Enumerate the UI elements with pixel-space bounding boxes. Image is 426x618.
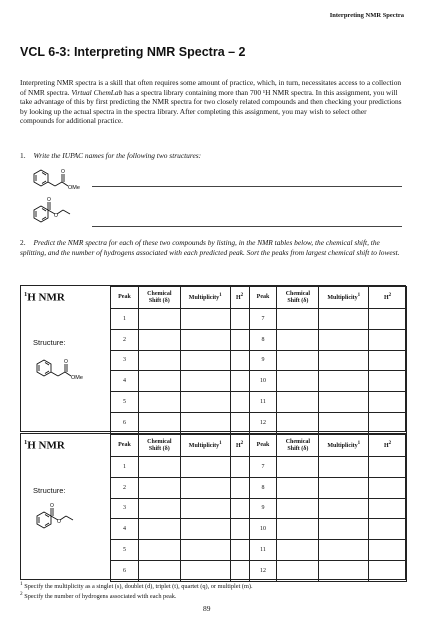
multiplicity-header: Multiplicity$^1$ — [319, 287, 369, 309]
multiplicity-cell[interactable] — [319, 477, 369, 498]
multiplicity-cell[interactable] — [319, 350, 369, 371]
h-count-cell[interactable] — [369, 498, 407, 519]
peak-number: 12 — [249, 412, 277, 433]
chemical-shift-header: Chemical Shift (δ) — [138, 287, 180, 309]
multiplicity-cell[interactable] — [180, 457, 230, 478]
h-count-cell[interactable] — [369, 309, 407, 330]
page-title: VCL 6-3: Interpreting NMR Spectra – 2 — [20, 45, 246, 59]
table-row — [111, 309, 407, 330]
h-count-cell[interactable] — [369, 560, 407, 581]
h-count-cell[interactable] — [230, 309, 249, 330]
nmr-table-1 — [110, 286, 407, 434]
shift-cell[interactable] — [277, 371, 319, 392]
multiplicity-header: Multiplicity$^1$ — [180, 287, 230, 309]
nmr-table-2 — [110, 434, 407, 582]
nmr-label: $^1$H NMR — [24, 291, 65, 304]
h-count-cell[interactable] — [369, 519, 407, 540]
chemical-shift-header: Chemical Shift (δ) — [277, 435, 319, 457]
shift-cell[interactable] — [277, 519, 319, 540]
h-count-cell[interactable] — [230, 371, 249, 392]
nmr-table-block-2 — [20, 433, 406, 580]
question-2 — [20, 238, 402, 257]
h-count-header: $H^2$ — [230, 287, 249, 309]
h-count-cell[interactable] — [369, 392, 407, 413]
shift-cell[interactable] — [138, 350, 180, 371]
h-count-cell[interactable] — [230, 477, 249, 498]
chemical-shift-header: Chemical Shift (δ) — [277, 287, 319, 309]
shift-cell[interactable] — [277, 392, 319, 413]
multiplicity-header: Multiplicity$^1$ — [319, 435, 369, 457]
peak-number: 11 — [249, 392, 277, 413]
h-count-cell[interactable] — [369, 329, 407, 350]
peak-number: 11 — [249, 540, 277, 561]
peak-number: 3 — [111, 498, 139, 519]
table-header-row — [111, 287, 407, 309]
h-count-cell[interactable] — [369, 477, 407, 498]
question-1-text: Write the IUPAC names for the following two structures: — [33, 151, 202, 160]
multiplicity-cell[interactable] — [180, 498, 230, 519]
peak-number: 4 — [111, 519, 139, 540]
shift-cell[interactable] — [138, 498, 180, 519]
intro-paragraph — [20, 78, 402, 126]
multiplicity-cell[interactable] — [180, 329, 230, 350]
h-count-cell[interactable] — [230, 350, 249, 371]
peak-number: 3 — [111, 350, 139, 371]
multiplicity-cell[interactable] — [319, 412, 369, 433]
table-row — [111, 560, 407, 581]
multiplicity-cell[interactable] — [180, 412, 230, 433]
benzyl-ester-structure — [33, 356, 97, 382]
answer-line-1[interactable] — [92, 186, 402, 187]
running-header: Interpreting NMR Spectra — [329, 12, 404, 19]
multiplicity-cell[interactable] — [319, 519, 369, 540]
peak-number: 8 — [249, 329, 277, 350]
peak-header: Peak — [111, 287, 139, 309]
table-row — [111, 350, 407, 371]
multiplicity-cell[interactable] — [319, 329, 369, 350]
h-count-header: $H^2$ — [230, 435, 249, 457]
h-count-cell[interactable] — [369, 540, 407, 561]
table-row — [111, 498, 407, 519]
peak-number: 9 — [249, 498, 277, 519]
multiplicity-cell[interactable] — [180, 540, 230, 561]
question-1-number: 1. — [20, 151, 26, 160]
shift-cell[interactable] — [138, 560, 180, 581]
peak-number: 9 — [249, 350, 277, 371]
multiplicity-cell[interactable] — [319, 371, 369, 392]
question-2-text: Predict the NMR spectra for each of these two compounds by listing, in the NMR tables below, the chemical shift, the splitting, and the number of hydrogens associated with each predicted peak. Sort the peaks from largest chemical shift to lowest. — [20, 238, 400, 257]
structure-carbonyl-oxygen: O — [47, 197, 51, 203]
h-count-cell[interactable] — [230, 457, 249, 478]
h-count-cell[interactable] — [230, 519, 249, 540]
multiplicity-header: Multiplicity$^1$ — [180, 435, 230, 457]
shift-cell[interactable] — [277, 477, 319, 498]
table-header-row — [111, 435, 407, 457]
multiplicity-cell[interactable] — [180, 371, 230, 392]
multiplicity-cell[interactable] — [319, 392, 369, 413]
peak-number: 6 — [111, 560, 139, 581]
shift-cell[interactable] — [138, 371, 180, 392]
table-row — [111, 540, 407, 561]
peak-number: 5 — [111, 392, 139, 413]
intro-software-name: Virtual ChemLab — [71, 87, 123, 97]
structure-ester-oxygen: O — [54, 213, 58, 219]
footnote-1: $^1$ Specify the multiplicity as a singlet (s), doublet (d), triplet (t), quartet (q), or multiplet (m). — [20, 581, 253, 591]
intro-text-2: has a spectra library containing more than 700 ¹H NMR spectra. In this assignment, you will take advantage of this by first predicting the NMR spectra for two closely related compounds and then checking your predictions by looking up the actual spectra in the spectra library. After completing this assignment, you may wish to select other compounds for additional practice. — [20, 87, 402, 126]
peak-number: 1 — [111, 309, 139, 330]
multiplicity-cell[interactable] — [319, 309, 369, 330]
ethyl-benzoate-structure — [33, 502, 97, 532]
peak-number: 6 — [111, 412, 139, 433]
structure-label: Structure: — [33, 486, 66, 495]
peak-header: Peak — [249, 435, 277, 457]
h-count-cell[interactable] — [369, 457, 407, 478]
multiplicity-cell[interactable] — [180, 477, 230, 498]
h-count-cell[interactable] — [230, 329, 249, 350]
h-count-cell[interactable] — [230, 392, 249, 413]
svg-text:O: O — [64, 359, 68, 365]
question-2-number: 2. — [20, 238, 26, 247]
multiplicity-cell[interactable] — [319, 457, 369, 478]
intro-text-1: Interpreting NMR spectra is a skill that often requires some amount of practice, which, in turn, necessitates access to a collection of NMR spectra. — [20, 78, 402, 97]
shift-cell[interactable] — [138, 412, 180, 433]
h-count-cell[interactable] — [369, 412, 407, 433]
nmr-label: $^1$H NMR — [24, 439, 65, 452]
shift-cell[interactable] — [277, 350, 319, 371]
ethyl-benzoate-structure — [30, 196, 94, 226]
svg-text:O: O — [57, 519, 61, 525]
h-count-header: $H^2$ — [369, 435, 407, 457]
h-count-cell[interactable] — [230, 412, 249, 433]
question-1 — [20, 151, 201, 160]
svg-text:O: O — [50, 503, 54, 509]
h-count-cell[interactable] — [230, 540, 249, 561]
h-count-header: $H^2$ — [369, 287, 407, 309]
peak-number: 2 — [111, 329, 139, 350]
multiplicity-cell[interactable] — [180, 560, 230, 581]
peak-number: 10 — [249, 371, 277, 392]
peak-header: Peak — [111, 435, 139, 457]
structure-label: Structure: — [33, 338, 66, 347]
peak-number: 2 — [111, 477, 139, 498]
peak-number: 5 — [111, 540, 139, 561]
structure-ome-label: OMe — [68, 185, 80, 191]
shift-cell[interactable] — [277, 560, 319, 581]
multiplicity-cell[interactable] — [180, 309, 230, 330]
multiplicity-cell[interactable] — [319, 498, 369, 519]
multiplicity-cell[interactable] — [180, 519, 230, 540]
table-row — [111, 371, 407, 392]
multiplicity-cell[interactable] — [180, 350, 230, 371]
table-row — [111, 457, 407, 478]
table-row — [111, 412, 407, 433]
table-row — [111, 519, 407, 540]
multiplicity-cell[interactable] — [319, 540, 369, 561]
shift-cell[interactable] — [277, 412, 319, 433]
shift-cell[interactable] — [277, 457, 319, 478]
shift-cell[interactable] — [277, 540, 319, 561]
h-count-cell[interactable] — [230, 560, 249, 581]
footnotes — [20, 581, 253, 600]
peak-number: 12 — [249, 560, 277, 581]
peak-number: 4 — [111, 371, 139, 392]
multiplicity-cell[interactable] — [180, 392, 230, 413]
shift-cell[interactable] — [277, 309, 319, 330]
peak-header: Peak — [249, 287, 277, 309]
structure-ome-label: OMe — [71, 375, 83, 381]
table-row — [111, 392, 407, 413]
peak-number: 1 — [111, 457, 139, 478]
shift-cell[interactable] — [277, 498, 319, 519]
h-count-cell[interactable] — [230, 498, 249, 519]
page-number: 89 — [203, 604, 211, 613]
h-count-cell[interactable] — [369, 350, 407, 371]
footnote-2: $^2$ Specify the number of hydrogens associated with each peak. — [20, 590, 177, 600]
shift-cell[interactable] — [138, 309, 180, 330]
h-count-cell[interactable] — [369, 371, 407, 392]
peak-number: 7 — [249, 457, 277, 478]
shift-cell[interactable] — [138, 457, 180, 478]
nmr-table-block-1 — [20, 285, 406, 432]
table-row — [111, 477, 407, 498]
peak-number: 8 — [249, 477, 277, 498]
shift-cell[interactable] — [138, 477, 180, 498]
benzyl-ester-structure — [30, 166, 94, 192]
multiplicity-cell[interactable] — [319, 560, 369, 581]
shift-cell[interactable] — [138, 392, 180, 413]
chemical-shift-header: Chemical Shift (δ) — [138, 435, 180, 457]
peak-number: 7 — [249, 309, 277, 330]
shift-cell[interactable] — [138, 519, 180, 540]
answer-line-2[interactable] — [92, 226, 402, 227]
shift-cell[interactable] — [138, 540, 180, 561]
structure-oxygen-label: O — [61, 169, 65, 175]
shift-cell[interactable] — [138, 329, 180, 350]
table-row — [111, 329, 407, 350]
shift-cell[interactable] — [277, 329, 319, 350]
peak-number: 10 — [249, 519, 277, 540]
